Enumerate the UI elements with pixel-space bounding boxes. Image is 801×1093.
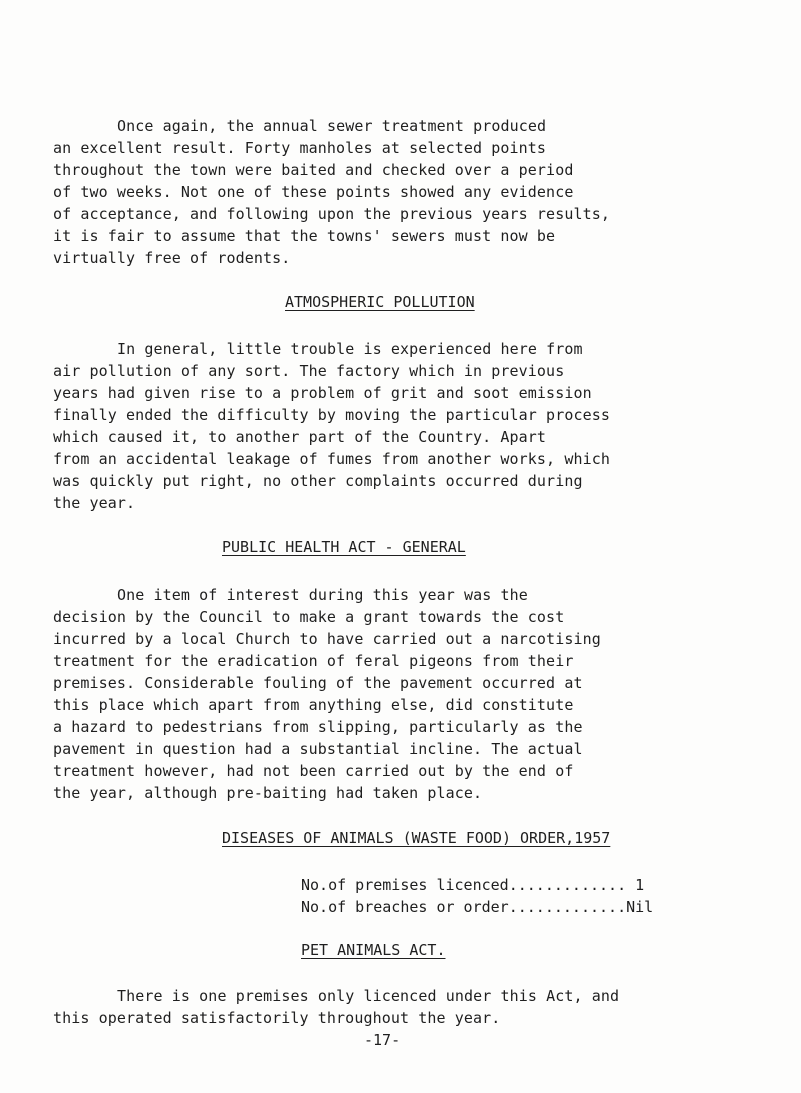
- list-item: No.of premises licenced............. 1: [301, 876, 645, 894]
- paragraph-line: premises. Considerable fouling of the pavement occurred at: [53, 674, 583, 692]
- paragraph-line: Once again, the annual sewer treatment produced: [117, 117, 547, 135]
- paragraph-line: years had given rise to a problem of grit and soot emission: [53, 384, 592, 402]
- paragraph-line: virtually free of rodents.: [53, 249, 291, 267]
- paragraph-line: treatment however, had not been carried out by the end of: [53, 762, 574, 780]
- paragraph-line: a hazard to pedestrians from slipping, particularly as the: [53, 718, 583, 736]
- public-health-act-heading: PUBLIC HEALTH ACT - GENERAL: [222, 538, 466, 556]
- paragraph-line: the year.: [53, 494, 136, 512]
- paragraph-line: was quickly put right, no other complaints occurred during: [53, 472, 583, 490]
- paragraph-line: this operated satisfactorily throughout the year.: [53, 1009, 501, 1027]
- paragraph-line: pavement in question had a substantial incline. The actual: [53, 740, 583, 758]
- paragraph-line: of acceptance, and following upon the previous years results,: [53, 205, 610, 223]
- paragraph-line: of two weeks. Not one of these points showed any evidence: [53, 183, 574, 201]
- paragraph-line: One item of interest during this year was the: [117, 586, 528, 604]
- paragraph-line: which caused it, to another part of the Country. Apart: [53, 428, 547, 446]
- paragraph-line: an excellent result. Forty manholes at selected points: [53, 139, 547, 157]
- paragraph-line: In general, little trouble is experienced here from: [117, 340, 583, 358]
- paragraph-line: it is fair to assume that the towns' sewers must now be: [53, 227, 556, 245]
- paragraph-line: incurred by a local Church to have carried out a narcotising: [53, 630, 601, 648]
- pet-animals-act-heading: PET ANIMALS ACT.: [301, 941, 446, 959]
- paragraph-line: finally ended the difficulty by moving the particular process: [53, 406, 610, 424]
- atmospheric-pollution-heading: ATMOSPHERIC POLLUTION: [285, 293, 475, 311]
- page-number: -17-: [364, 1031, 401, 1049]
- paragraph-line: throughout the town were baited and checked over a period: [53, 161, 574, 179]
- paragraph-line: air pollution of any sort. The factory which in previous: [53, 362, 565, 380]
- paragraph-line: decision by the Council to make a grant towards the cost: [53, 608, 565, 626]
- diseases-of-animals-heading: DISEASES OF ANIMALS (WASTE FOOD) ORDER,1957: [222, 829, 611, 847]
- paragraph-line: There is one premises only licenced under this Act, and: [117, 987, 620, 1005]
- paragraph-line: from an accidental leakage of fumes from another works, which: [53, 450, 610, 468]
- list-item: No.of breaches or order.............Nil: [301, 898, 654, 916]
- paragraph-line: the year, although pre-baiting had taken place.: [53, 784, 483, 802]
- paragraph-line: treatment for the eradication of feral pigeons from their: [53, 652, 574, 670]
- paragraph-line: this place which apart from anything else, did constitute: [53, 696, 574, 714]
